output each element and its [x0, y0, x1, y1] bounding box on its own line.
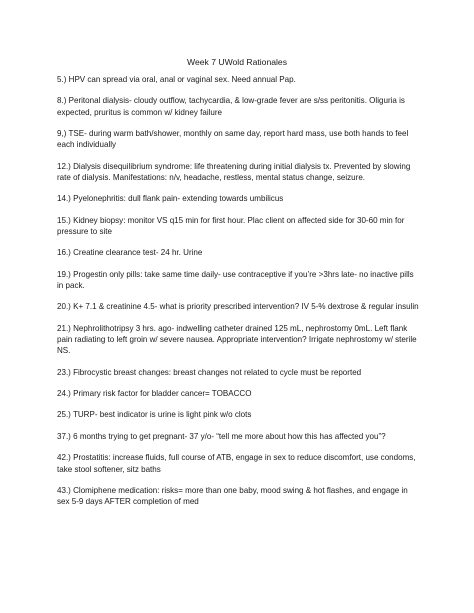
rationale-item: 19.) Progestin only pills: take same time daily- use contraceptive if you’re >3hrs late- no inactive pills in pack.: [57, 269, 414, 290]
rationale-item: 43.) Clomiphene medication: risks= more than one baby, mood swing & hot flashes, and engage in sex 5-9 days AFTER completion of med: [57, 486, 408, 507]
rationale-item: 5.) HPV can spread via oral, anal or vaginal sex. Need annual Pap.: [57, 75, 296, 84]
rationale-item: 12.) Dialysis disequilibrium syndrome: life threatening during initial dialysis tx. Prevented by slowing rate of dialysis. Manifestations: n/v, headache, restless, mental status change, seizure.: [57, 161, 411, 182]
document-title: Week 7 UWold Rationales: [187, 57, 287, 67]
rationale-item: 42.) Prostatitis: increase fluids, full course of ATB, engage in sex to reduce discomfort, use condoms, take stool softener, sitz baths: [57, 453, 416, 474]
rationale-item: 21.) Nephrolithotripsy 3 hrs. ago- indwelling catheter drained 125 mL, nephrostomy 0mL. Left flank pain radiating to left groin w/ severe nausea. Appropriate intervention? Irrigate nephrostomy w/ sterile NS.: [57, 323, 417, 356]
rationale-item: 15.) Kidney biopsy: monitor VS q15 min for first hour. Plac client on affected side for 30-60 min for pressure to site: [57, 215, 405, 236]
rationale-item: 9,) TSE- during warm bath/shower, monthly on same day, report hard mass, use both hands to feel each individually: [57, 129, 409, 150]
rationale-item: 8.) Peritonal dialysis- cloudy outflow, tachycardia, & low-grade fever are s/ss peritonitis. Oliguria is expected, pruritus is common w/ kidney failure: [57, 96, 405, 117]
rationale-item: 25.) TURP- best indicator is urine is light pink w/o clots: [57, 410, 252, 420]
rationale-item: 37.) 6 months trying to get pregnant- 37 y/o- “tell me more about how this has affected you”?: [57, 431, 386, 441]
rationale-item: 24.) Primary risk factor for bladder cancer= TOBACCO: [57, 388, 252, 398]
rationale-list: [57, 74, 419, 518]
rationale-item: 16.) Creatine clearance test- 24 hr. Urine: [57, 248, 203, 258]
rationale-item: 23.) Fibrocystic breast changes: breast changes not related to cycle must be reported: [57, 367, 362, 377]
rationale-item: 20.) K+ 7.1 & creatinine 4.5- what is priority prescribed intervention? IV 5-% dextrose & regular insulin: [57, 302, 419, 312]
rationale-item: 14.) Pyelonephritis: dull flank pain- extending towards umbilicus: [57, 194, 284, 204]
